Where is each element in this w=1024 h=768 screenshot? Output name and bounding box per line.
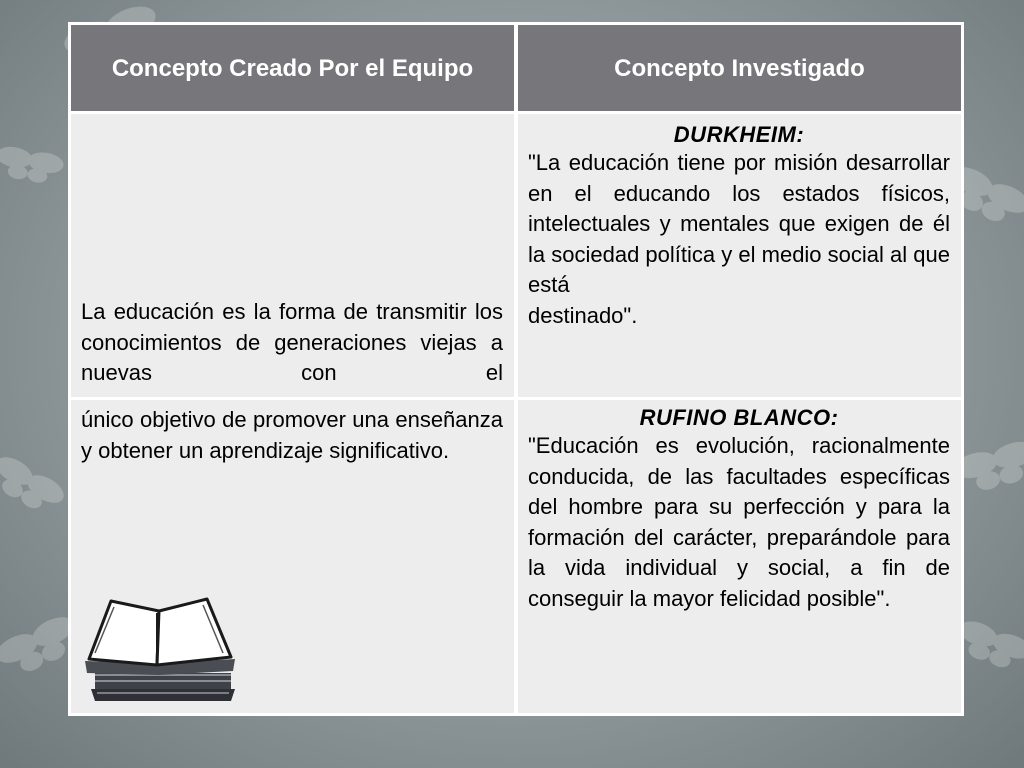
team-concept-cell-1: [71, 114, 514, 397]
quote-rufino-cell: [518, 400, 961, 713]
quote-rufino-author: RUFINO BLANCO:: [639, 405, 839, 430]
header-team-concept-label: Concepto Creado Por el Equipo: [111, 54, 474, 82]
header-team-concept: [71, 25, 514, 111]
header-researched-concept: [518, 25, 961, 111]
team-concept-text-1: La educación es la forma de transmitir los conocimientos de generaciones viejas a nuevas con el: [81, 299, 503, 386]
concept-table: [68, 22, 964, 716]
open-book-icon: [81, 597, 241, 707]
quote-durkheim-cell: [518, 114, 961, 397]
quote-durkheim-text: "La educación tiene por misión desarrollar en el educando los estados físicos, intelectuales y mentales que exigen de él la sociedad política y el medio social al que está: [528, 150, 950, 298]
quote-rufino-text: "Educación es evolución, racionalmente conducida, de las facultades específicas del hombre para su perfección y para la formación del carácter, preparándole para la vida individual y social, a fin de conseguir la mayor felicidad posible".: [528, 433, 950, 611]
header-researched-concept-label: Concepto Investigado: [614, 54, 865, 82]
quote-durkheim-text-end: destinado".: [528, 302, 638, 328]
quote-durkheim-author: DURKHEIM:: [673, 122, 805, 147]
team-concept-text-2: único objetivo de promover una enseñanza y obtener un aprendizaje significativo.: [81, 407, 503, 463]
team-concept-cell-2: [71, 400, 514, 713]
